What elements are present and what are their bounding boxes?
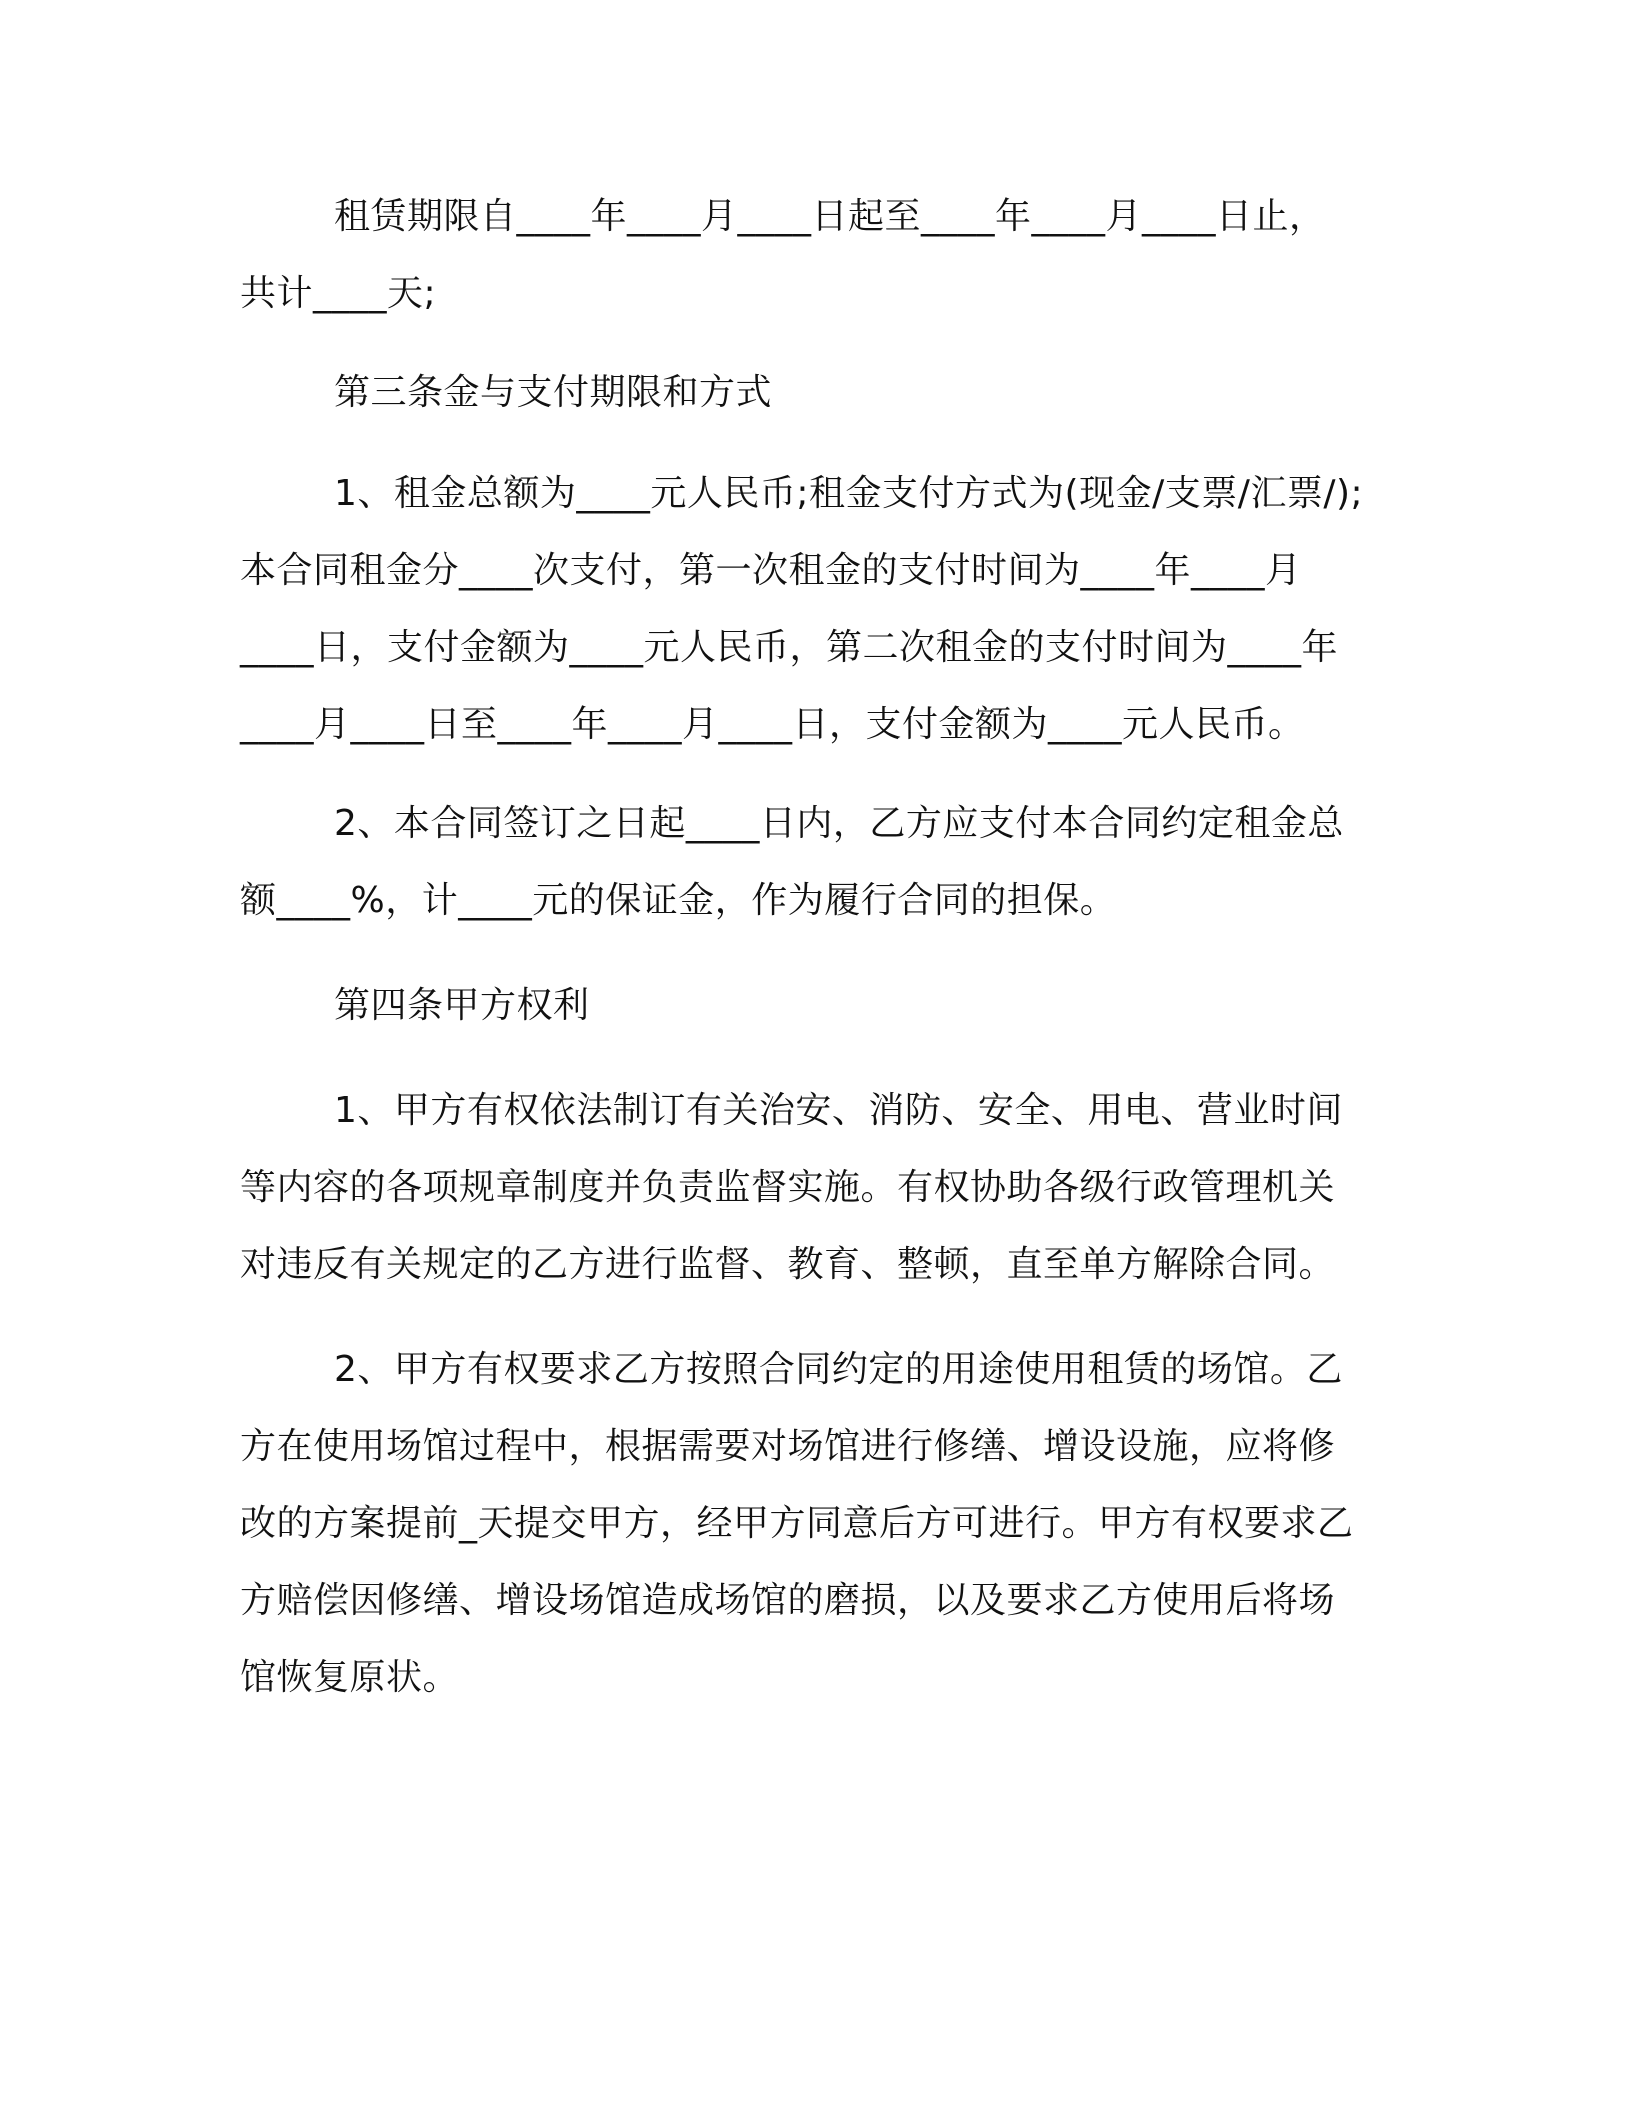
text-line: 额____%，计____元的保证金，作为履行合同的担保。 — [240, 880, 1117, 921]
text-line: 2、甲方有权要求乙方按照合同约定的用途使用租赁的场馆。乙 — [334, 1349, 1343, 1390]
text-line: 本合同租金分____次支付，第一次租金的支付时间为____年____月 — [240, 550, 1302, 591]
party-a-rights-two-paragraph — [240, 1331, 1392, 1716]
text-line: 2、本合同签订之日起____日内，乙方应支付本合同约定租金总 — [334, 803, 1344, 844]
text-line: ____月____日至____年____月____日，支付金额为____元人民币。 — [240, 704, 1305, 745]
text-line: 1、租金总额为____元人民币;租金支付方式为(现金/支票/汇票/); — [334, 473, 1364, 514]
text-line: 租赁期限自____年____月____日起至____年____月____日止， — [334, 196, 1326, 237]
deposit-paragraph — [240, 785, 1392, 939]
text-line: 方在使用场馆过程中，根据需要对场馆进行修缮、增设设施，应将修 — [240, 1426, 1336, 1467]
heading-text: 第四条甲方权利 — [334, 985, 590, 1026]
text-line: 等内容的各项规章制度并负责监督实施。有权协助各级行政管理机关 — [240, 1167, 1336, 1208]
article-four-heading — [240, 967, 1392, 1044]
heading-text: 第三条金与支付期限和方式 — [334, 372, 773, 413]
text-line: ____日，支付金额为____元人民币，第二次租金的支付时间为____年 — [240, 627, 1339, 668]
party-a-rights-one-paragraph — [240, 1072, 1392, 1303]
text-line: 1、甲方有权依法制订有关治安、消防、安全、用电、营业时间 — [334, 1090, 1343, 1131]
text-line: 馆恢复原状。 — [240, 1657, 460, 1698]
text-line: 改的方案提前_天提交甲方，经甲方同意后方可进行。甲方有权要求乙 — [240, 1503, 1354, 1544]
text-line: 共计____天; — [240, 273, 437, 314]
article-three-heading — [240, 354, 1392, 431]
document-body — [240, 178, 1392, 1716]
rent-payment-paragraph — [240, 455, 1392, 763]
text-line: 方赔偿因修缮、增设场馆造成场馆的磨损，以及要求乙方使用后将场 — [240, 1580, 1336, 1621]
text-line: 对违反有关规定的乙方进行监督、教育、整顿，直至单方解除合同。 — [240, 1244, 1336, 1285]
lease-term-paragraph — [240, 178, 1392, 332]
